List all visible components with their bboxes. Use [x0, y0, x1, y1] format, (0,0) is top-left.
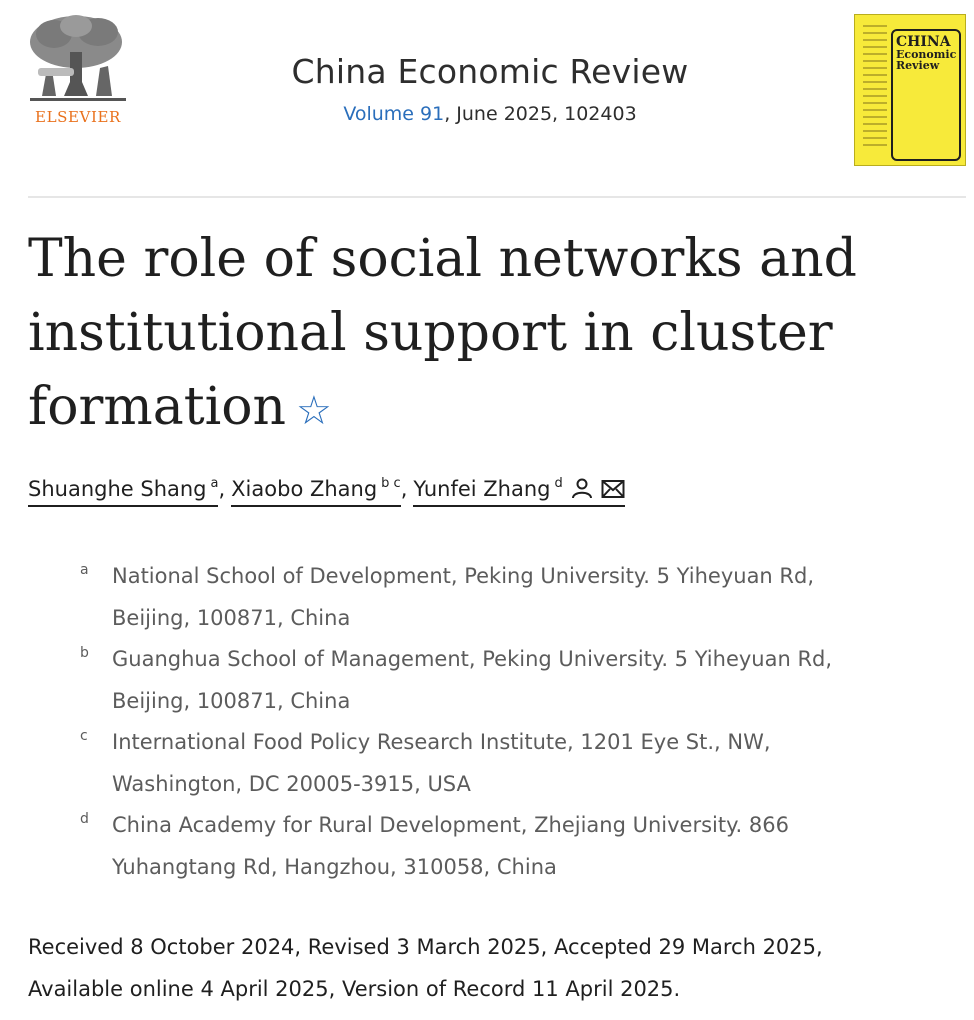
issue-details: , June 2025, 102403 — [444, 103, 637, 125]
elsevier-tree-icon — [24, 12, 132, 108]
article-header — [0, 0, 974, 196]
title-line-2: institutional support in cluster — [28, 303, 833, 363]
cover-title-line1: CHINA — [896, 34, 951, 50]
article-title — [28, 222, 928, 448]
affiliation-line: International Food Policy Research Institute, 1201 Eye St., NW, — [112, 730, 771, 754]
affiliation-b — [80, 639, 940, 722]
cover-title — [896, 35, 960, 71]
affiliation-line: Beijing, 100871, China — [112, 688, 351, 713]
affiliations-list — [80, 556, 940, 888]
person-icon[interactable] — [571, 477, 593, 504]
author-separator: , — [400, 477, 408, 501]
header-divider — [28, 196, 966, 198]
cover-title-box — [891, 29, 961, 161]
author-affiliation-marker: b c — [381, 476, 401, 491]
history-line-2: Available online 4 April 2025, Version of Record 11 April 2025. — [28, 977, 681, 1001]
affiliation-a — [80, 556, 940, 639]
author-separator: , — [218, 477, 226, 501]
affiliation-d — [80, 805, 940, 888]
volume-link[interactable]: Volume 91 — [343, 103, 445, 125]
affiliation-line: National School of Development, Peking University. 5 Yiheyuan Rd, — [112, 564, 815, 588]
cover-text-lines — [863, 25, 887, 151]
journal-cover-thumbnail[interactable] — [854, 14, 966, 166]
affiliation-label: a — [80, 562, 89, 578]
author-affiliation-marker: d — [554, 476, 563, 491]
article-history — [28, 926, 948, 1010]
affiliation-label: b — [80, 645, 89, 661]
affiliation-line: Guanghua School of Management, Peking University. 5 Yiheyuan Rd, — [112, 647, 833, 671]
title-line-3: formation — [28, 377, 287, 437]
journal-title[interactable]: China Economic Review — [291, 52, 689, 91]
cover-title-line2: Economic — [896, 48, 957, 61]
affiliation-line: Yuhangtang Rd, Hangzhou, 310058, China — [112, 854, 557, 879]
title-line-1: The role of social networks and — [28, 229, 857, 289]
mail-icon[interactable] — [601, 479, 625, 504]
author-list — [28, 476, 625, 504]
author-yunfei-zhang[interactable] — [413, 477, 624, 507]
author-name: Shuanghe Shang — [28, 477, 207, 501]
affiliation-c — [80, 722, 940, 805]
affiliation-line: Beijing, 100871, China — [112, 605, 351, 630]
affiliation-line: China Academy for Rural Development, Zhejiang University. 866 — [112, 813, 789, 837]
history-line-1: Received 8 October 2024, Revised 3 March 2025, Accepted 29 March 2025, — [28, 935, 823, 959]
journal-issue — [160, 103, 820, 125]
affiliation-line: Washington, DC 20005-3915, USA — [112, 771, 471, 796]
journal-info — [160, 52, 820, 125]
cover-title-line3: Review — [896, 59, 940, 72]
author-name: Xiaobo Zhang — [231, 477, 378, 501]
author-xiaobo-zhang[interactable] — [231, 477, 401, 507]
affiliation-label: d — [80, 811, 89, 827]
elsevier-logo[interactable] — [24, 12, 132, 130]
star-icon[interactable]: ☆ — [296, 388, 332, 434]
author-shuanghe-shang[interactable] — [28, 477, 218, 507]
affiliation-label: c — [80, 728, 88, 744]
elsevier-wordmark: ELSEVIER — [35, 108, 121, 126]
author-affiliation-marker: a — [210, 476, 219, 491]
author-name: Yunfei Zhang — [413, 477, 551, 501]
